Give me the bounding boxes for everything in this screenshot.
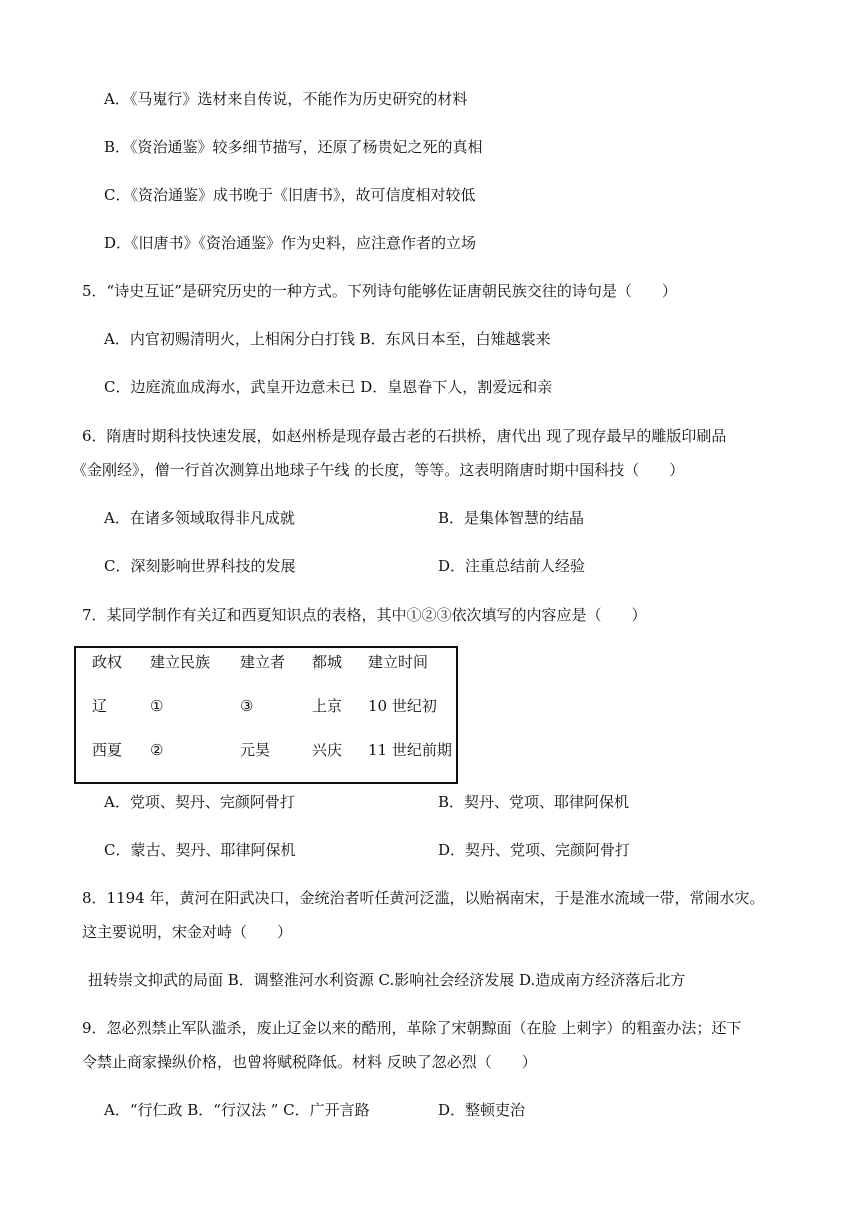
table-cell-xixia-regime: 西夏 <box>92 741 123 759</box>
table-header-capital: 都城 <box>312 653 343 671</box>
table-cell-xixia-capital: 兴庆 <box>312 741 343 759</box>
q4-option-a: A．《马嵬行》选材来自传说，不能作为历史研究的材料 <box>104 90 468 108</box>
q7-option-b: B．契丹、党项、耶律阿保机 <box>438 793 630 811</box>
q7-option-a: A．党项、契丹、完颜阿骨打 <box>104 793 295 811</box>
table-cell-xixia-ethnic: ② <box>150 741 164 759</box>
q6-option-a: A．在诸多领域取得非凡成就 <box>104 509 295 527</box>
q9-option-d: D．整顿吏治 <box>438 1101 526 1119</box>
q5-stem: 5．“诗史互证”是研究历史的一种方式。下列诗句能够佐证唐朝民族交往的诗句是（ ） <box>82 282 677 300</box>
table-cell-liao-capital: 上京 <box>312 697 343 715</box>
q5-options-ab: A．内官初赐清明火，上相闲分白打钱 B．东风日本至，白雉越裳来 <box>104 330 551 348</box>
q5-options-cd: C．边庭流血成海水，武皇开边意未已 D．皇恩眷下人，割爱远和亲 <box>104 378 553 396</box>
q6-option-d: D．注重总结前人经验 <box>438 557 586 575</box>
q8-stem-line1: 8．1194 年，黄河在阳武决口，金统治者听任黄河泛滥，以贻祸南宋，于是淮水流域一带，常闹水灾。 <box>82 889 765 907</box>
q6-stem-line2: 《金刚经》，僧一行首次测算出地球子午线 的长度，等等。这表明隋唐时期中国科技（ ） <box>72 461 685 479</box>
q7-table <box>74 646 458 784</box>
table-cell-xixia-founder: 元昊 <box>240 741 271 759</box>
table-header-regime: 政权 <box>92 653 123 671</box>
q6-option-c: C．深刻影响世界科技的发展 <box>104 557 296 575</box>
table-header-founding-time: 建立时间 <box>368 653 429 671</box>
q7-stem: 7．某同学制作有关辽和西夏知识点的表格，其中①②③依次填写的内容应是（ ） <box>82 606 647 624</box>
q6-stem-line1: 6．隋唐时期科技快速发展，如赵州桥是现存最古老的石拱桥，唐代出 现了现存最早的雕版印刷品 <box>82 427 727 445</box>
table-cell-liao-time: 10 世纪初 <box>368 697 437 715</box>
q6-option-b: B．是集体智慧的结晶 <box>438 509 585 527</box>
q4-option-c: C．《资治通鉴》成书晚于《旧唐书》，故可信度相对较低 <box>104 186 476 204</box>
q4-option-b: B．《资治通鉴》较多细节描写，还原了杨贵妃之死的真相 <box>104 138 483 156</box>
table-header-ethnic-group: 建立民族 <box>150 653 211 671</box>
q4-option-d: D．《旧唐书》《资治通鉴》作为史料，应注意作者的立场 <box>104 234 477 252</box>
table-cell-liao-ethnic: ① <box>150 697 164 715</box>
q8-options: 扭转崇文抑武的局面 B．调整淮河水利资源 C.影响社会经济发展 D.造成南方经济落后北方 <box>88 971 686 989</box>
table-cell-xixia-time: 11 世纪前期 <box>368 741 452 759</box>
q9-stem-line2: 令禁止商家操纵价格，也曾将赋税降低。材料 反映了忽必烈（ ） <box>82 1053 537 1071</box>
q7-option-c: C．蒙古、契丹、耶律阿保机 <box>104 841 296 859</box>
q8-stem-line2: 这主要说明，宋金对峙（ ） <box>82 923 293 941</box>
q9-stem-line1: 9．忽必烈禁止军队滥杀，废止辽金以来的酷刑，革除了宋朝黥面（在脸 上刺字）的粗蛮办法；还下 <box>82 1019 742 1037</box>
q7-option-d: D．契丹、党项、完颜阿骨打 <box>438 841 631 859</box>
table-cell-liao-regime: 辽 <box>92 697 108 715</box>
q9-options-abc: A．“行仁政 B．“行汉法 ” C．广开言路 <box>104 1101 370 1119</box>
table-header-founder: 建立者 <box>240 653 286 671</box>
table-cell-liao-founder: ③ <box>240 697 254 715</box>
